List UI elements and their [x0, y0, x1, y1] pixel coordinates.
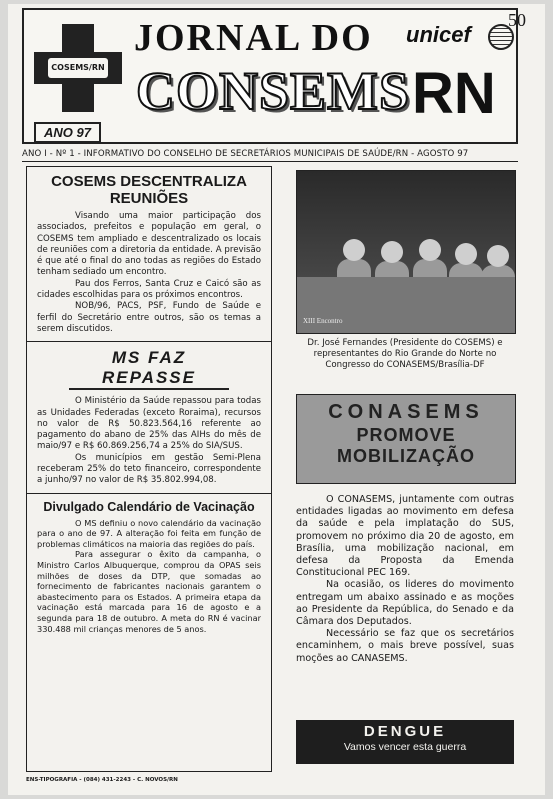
article-1-paragraph: NOB/96, PACS, PSF, Fundo de Saúde e ferfil do Secretário entre outros, são os temas a serem discutidos.: [37, 301, 261, 334]
title-rn: RN: [412, 61, 496, 126]
divider: [27, 341, 271, 342]
printer-footer: ENS-TIPOGRAFIA - (084) 431-2243 - C. NOVOS/RN: [26, 777, 178, 783]
article-3-paragraph: Para assegurar o êxito da campanha, o Ministro Carlos Albuquerque, comprou da OPAS seis milhões de doses da DTP, que somadas ao fornecimento de fabricantes nacionais garantem o abastecimento para os Estados. A primeira etapa da vacinação está marcada para 16 de agosto e a segunda para 18 de outubro. A meta do RN é vacinar 330.488 mil crianças menores de 5 anos.: [37, 549, 261, 634]
conasems-article: [296, 494, 514, 665]
dengue-subtitle: Vamos vencer esta guerra: [343, 741, 467, 753]
article-2-paragraph: O Ministério da Saúde repassou para todas as Unidades Federadas (exceto Roraima), recursos no valor de R$ 50.823.564,16 referente ao pagamento do abano de 25% das AIHs do mês de maio/97 e R$ 60.869.256,74 a 25% do SIA/SUS.: [37, 396, 261, 452]
conasems-paragraph: Necessário se faz que os secretários encaminhem, o mais breve possível, suas moções ao CANASEMS.: [296, 628, 514, 664]
photo-caption: Dr. José Fernandes (Presidente do COSEMS) e representantes do Rio Grande do Norte no Congresso do CONASEMS/Brasília-DF: [307, 338, 503, 370]
conasems-headline-line-1: CONASEMS: [328, 401, 484, 423]
title-line-2: CONSEMS: [136, 61, 411, 121]
article-1-title: COSEMS DESCENTRALIZA REUNIÕES: [51, 173, 247, 207]
cosems-logo: [34, 24, 122, 112]
conasems-paragraph: Na ocasião, os lideres do movimento entregam um abaixo assinado e as moções ao Presidente da República, do Senado e da Câmara dos Deputados.: [296, 579, 514, 628]
article-3-paragraph: O MS definiu o novo calendário da vacinação para o ano de 97. A alteração foi feita em função de problemas climáticos na maioria das regiões do país.: [37, 517, 261, 549]
issue-info-line: ANO I - Nº 1 - INFORMATIVO DO CONSELHO DE SECRETÁRIOS MUNICIPAIS DE SAÚDE/RN - AGOSTO 97: [22, 149, 518, 162]
conasems-paragraph: O CONASEMS, juntamente com outras entidades ligadas ao movimento em defesa da saúde e pela implatação do SUS, promovem no próximo dia 20 de agosto, em Brasília, uma mobilização nacional, em defesa da Proposta da Emenda Constitucional PEC 169.: [296, 494, 514, 579]
conasems-headline-line-3: MOBILIZAÇÃO: [337, 446, 475, 466]
congress-photo: [296, 170, 516, 334]
year-badge: ANO 97: [34, 122, 101, 143]
dengue-title: DENGUE: [363, 723, 447, 740]
unicef-logo: unicef: [406, 22, 471, 47]
article-1-paragraph: Visando uma maior participação dos associados, prefeitos e população em geral, o COSEMS tem ampliado e descentralizado os locais de reuniões com a diretoria da entidade. A previsão é que até o final do ano todas as regiões do Estado tenham sediado um encontro.: [37, 211, 261, 278]
dengue-banner: [296, 720, 514, 764]
conasems-headline-line-2: PROMOVE: [356, 425, 456, 445]
photo-banner-text: XIII Encontro: [303, 317, 343, 325]
article-2-title: MS FAZ REPASSE: [69, 348, 229, 390]
anniversary-mark: 50: [508, 10, 526, 30]
article-1-paragraph: Pau dos Ferros, Santa Cruz e Caicó são as cidades escolhidas para os próximos encontros.: [37, 278, 261, 301]
conasems-headline-box: [296, 394, 516, 484]
article-2-paragraph: Os municípios em gestão Semi-Plena receberam 25% do teto financeiro, correspondente a junho/97 no valor de R$ 35.802.994,08.: [37, 452, 261, 486]
left-column: [26, 166, 272, 772]
masthead: [22, 8, 526, 144]
divider: [27, 493, 271, 494]
article-3-title: Divulgado Calendário de Vacinação: [43, 499, 255, 514]
title-line-1: JORNAL DO: [134, 17, 373, 59]
logo-tag: COSEMS/RN: [48, 58, 108, 78]
